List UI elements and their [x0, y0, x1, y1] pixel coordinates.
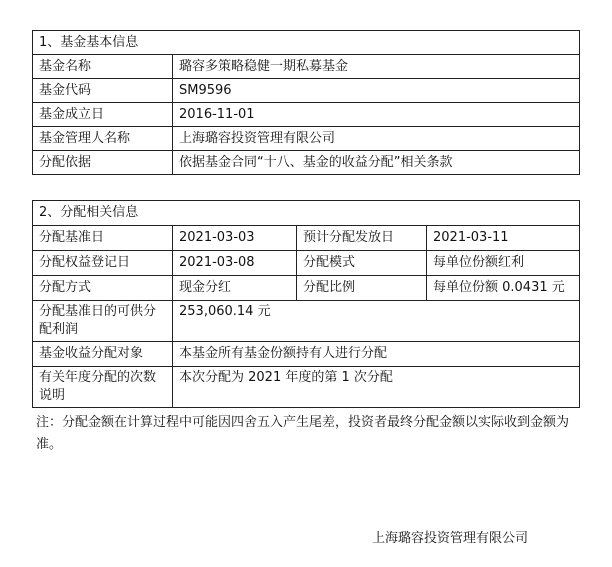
table-row: [33, 251, 580, 276]
table-row: [33, 301, 580, 342]
distribution-target-label: 基金收益分配对象: [33, 342, 173, 367]
distribution-target-value: 本基金所有基金份额持有人进行分配: [173, 342, 580, 367]
establish-date-label: 基金成立日: [33, 103, 173, 127]
manager-name-value: 上海璐容投资管理有限公司: [173, 127, 580, 151]
manager-name-label: 基金管理人名称: [33, 127, 173, 151]
record-date-label: 分配权益登记日: [33, 251, 173, 276]
establish-date-value: 2016-11-01: [173, 103, 580, 127]
base-date-value: 2021-03-03: [173, 226, 297, 251]
section-title-basic-info: 1、基金基本信息: [33, 31, 580, 55]
fund-code-value: SM9596: [173, 79, 580, 103]
table-row: [33, 226, 580, 251]
company-signature: 上海璐容投资管理有限公司: [372, 531, 529, 546]
fund-code-label: 基金代码: [33, 79, 173, 103]
distribution-mode-value: 每单位份额红利: [427, 251, 580, 276]
fund-name-value: 璐容多策略稳健一期私募基金: [173, 55, 580, 79]
table-row: [33, 342, 580, 367]
distribution-mode-label: 分配模式: [297, 251, 427, 276]
annual-count-label: 有关年度分配的次数说明: [33, 367, 173, 408]
pay-date-label: 预计分配发放日: [297, 226, 427, 251]
table-row: [33, 367, 580, 408]
table-row: [33, 79, 580, 103]
table-row: [33, 276, 580, 301]
table-row: [33, 55, 580, 79]
distributable-profit-label: 分配基准日的可供分配利润: [33, 301, 173, 342]
footnote: 注：分配金额在计算过程中可能因四舍五入产生尾差，投资者最终分配金额以实际收到金额为准。: [36, 415, 570, 452]
fund-name-label: 基金名称: [33, 55, 173, 79]
table-row: [33, 127, 580, 151]
record-date-value: 2021-03-08: [173, 251, 297, 276]
fund-basic-info-table: [32, 30, 580, 175]
distributable-profit-value: 253,060.14 元: [173, 301, 580, 342]
distribution-basis-value: 依据基金合同“十八、基金的收益分配”相关条款: [173, 151, 580, 175]
distribution-ratio-label: 分配比例: [297, 276, 427, 301]
pay-date-value: 2021-03-11: [427, 226, 580, 251]
distribution-method-label: 分配方式: [33, 276, 173, 301]
distribution-method-value: 现金分红: [173, 276, 297, 301]
distribution-info-table: [32, 200, 580, 408]
table-row: [33, 103, 580, 127]
distribution-basis-label: 分配依据: [33, 151, 173, 175]
base-date-label: 分配基准日: [33, 226, 173, 251]
table-row: [33, 151, 580, 175]
annual-count-value: 本次分配为 2021 年度的第 1 次分配: [173, 367, 580, 408]
distribution-ratio-value: 每单位份额 0.0431 元: [427, 276, 580, 301]
section-title-distribution-info: 2、分配相关信息: [33, 201, 580, 226]
